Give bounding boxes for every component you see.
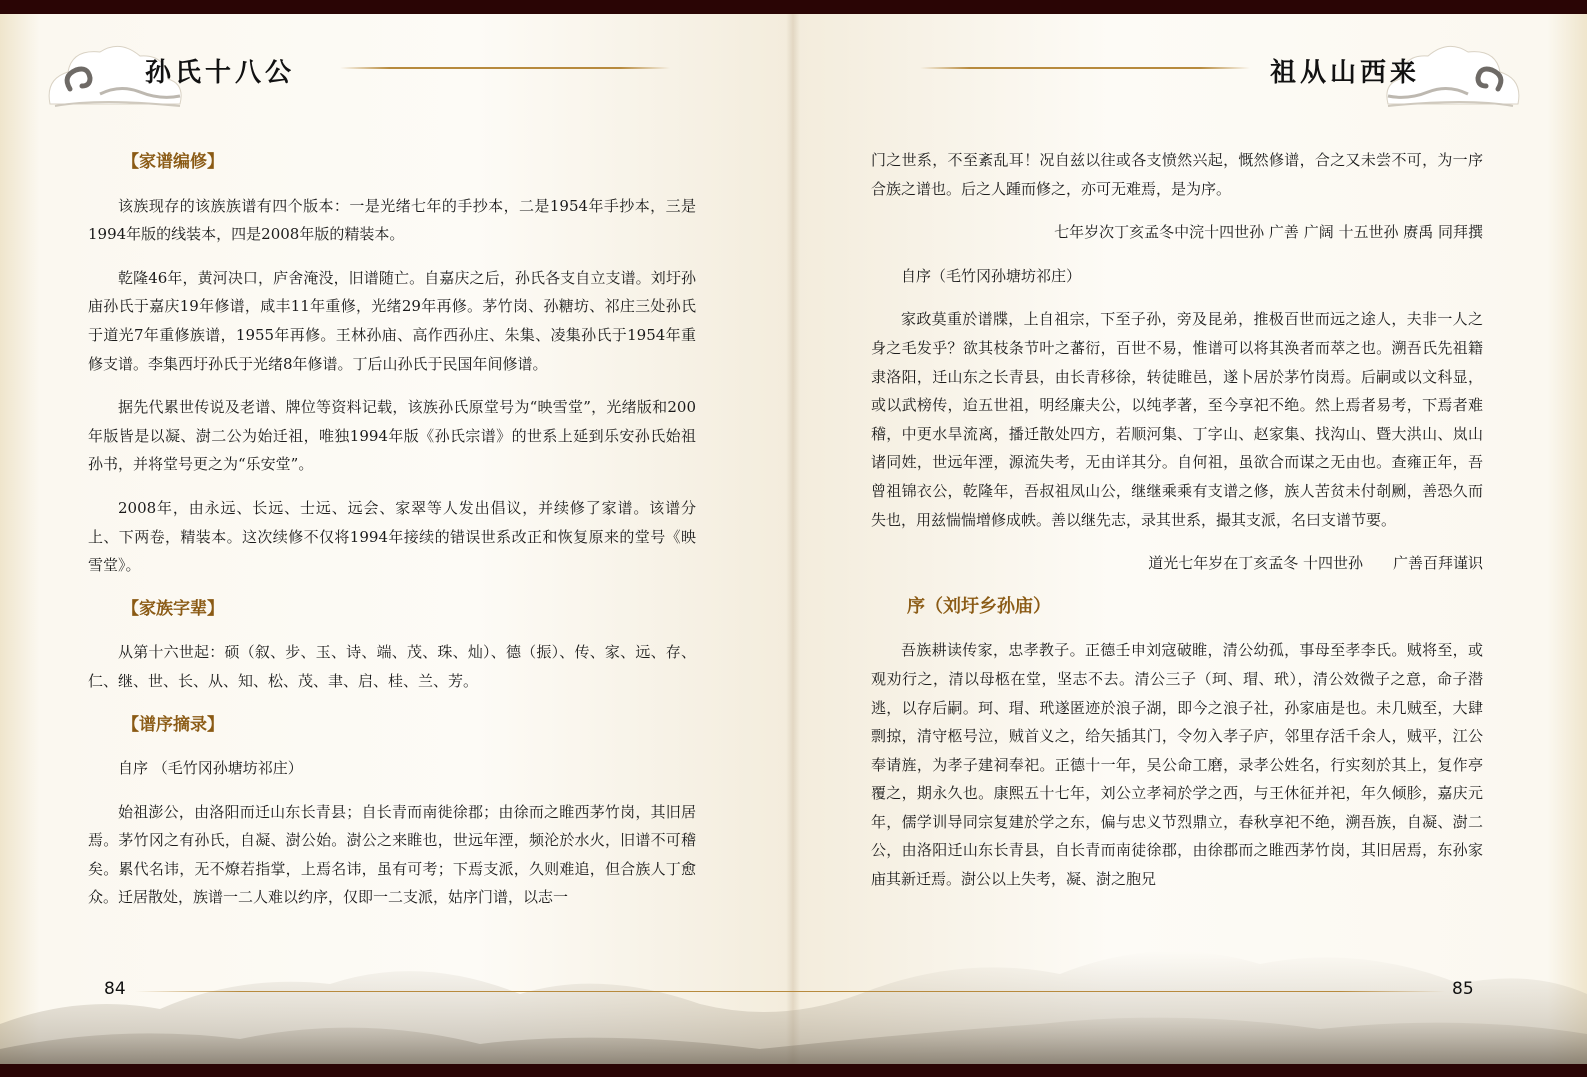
paragraph: 吾族耕读传家，忠孝教子。正德壬申刘寇破睢，清公幼孤，事母至孝李氏。贼将至，或观劝行之，清以母柩在堂，坚志不去。清公三子（珂、瑁、玳），清公效微子之意，命子潜逃，以存后嗣。珂、瑁、玳遂匿迹於浪子湖，即今之浪子社，孙家庙是也。未几贼至，大肆剽掠，清守柩号泣，贼首义之，给矢插其门，令勿入孝子庐，邻里存活千余人，贼平，江公奉请旌，为孝子建祠奉祀。正德十一年，吴公命工磨，录孝公姓名，行实刻於其上，复作亭覆之，期永久也。康熙五十七年，刘公立孝祠於学之西，与王休征并祀，年久倾胗，嘉庆元年，儒学训导同宗复建於学之东，偏与忠义节烈鼎立，春秋享祀不绝，溯吾族，自凝、澍二公，由洛阳迁山东长青县，自长青而南徒徐郡，由徐郡而之睢西茅竹岗，其旧居焉，东孙家庙其新迁焉。澍公以上失考，凝、澍之胞兄 xyxy=(871,641,1483,889)
paragraph: 2008年，由永远、长远、士远、远会、家翠等人发出倡议，并续修了家谱。该谱分上、下两卷，精装本。这次续修不仅将1994年接续的错误世系改正和恢复原来的堂号《映雪堂》。 xyxy=(88,498,696,575)
paragraph: 家政莫重於谱牒，上自祖宗，下至子孙，旁及昆弟，推极百世而远之途人，夫非一人之身之毛发乎？欲其枝条节叶之蕃衍，百世不易，惟谱可以将其涣者而萃之也。溯吾氏先祖籍隶洛阳，迁山东之长青县，由长青移徐，转徒睢邑，遂卜居於茅竹岗焉。后嗣或以文科显，或以武榜传，迨五世祖，明经廉夫公，以纯孝著，至今享祀不绝。然上焉者易考，下焉者难稽，中更水旱流离，播迁散处四方，若顺河集、丁字山、赵家集、找沟山、暨大洪山、岚山诸同姓，世远年湮，源流失考，无由详其分。自何祖，虽欲合而谋之无由也。查雍正年，吾曾祖锦衣公，乾隆年，吾叔祖凤山公，继继乘乘有支谱之修，族人苦贫未付剞劂，善恐久而失也，用兹惴惴增修成帙。善以继先志，录其世系，撮其支派，名曰支谱节要。 xyxy=(871,310,1483,529)
book-spread xyxy=(0,14,1587,1064)
bottom-dark-border xyxy=(0,1064,1587,1077)
signature-line: 道光七年岁在丁亥孟冬 十四世孙 广善百拜谨识 xyxy=(1148,554,1483,573)
page-number-left: 84 xyxy=(104,979,126,999)
paragraph: 门之世系，不至紊乱耳！况自兹以往或各支愤然兴起，慨然修谱，合之又未尝不可，为一序合族之谱也。后之人踵而修之，亦可无难焉，是为序。 xyxy=(871,151,1483,198)
right-text-column xyxy=(871,146,1483,894)
paragraph: 据先代累世传说及老谱、牌位等资料记载，该族孙氏原堂号为“映雪堂”，光绪版和200年版皆是以凝、澍二公为始迁祖，唯独1994年版《孙氏宗谱》的世系上延到乐安孙氏始祖孙书，并将堂号更之为“乐安堂”。 xyxy=(88,398,696,474)
paragraph: 始祖澎公，由洛阳而迁山东长青县；自长青而南徙徐郡；由徐而之睢西茅竹岗，其旧居焉。茅竹冈之有孙氏，自凝、澍公始。澍公之来睢也，世远年湮，频沦於水火，旧谱不可稽矣。累代名讳，无不燎若指掌，上焉名讳，虽有可考；下焉支派，久则难追，但合族人丁愈众。迁居散处，族谱一二人难以约序，仅即一二支派，姑序门谱，以志一 xyxy=(88,802,696,907)
section-heading: 【家族字辈】 xyxy=(122,598,224,619)
header-rule-left xyxy=(340,67,670,69)
paragraph: 乾隆46年，黄河决口，庐舍淹没，旧谱随亡。自嘉庆之后，孙氏各支自立支谱。刘圩孙庙孙氏于嘉庆19年修谱，咸丰11年重修，光绪29年再修。茅竹岗、孙糖坊、祁庄三处孙氏于道光7年重修族谱，1955年再修。王林孙庙、高作西孙庄、朱集、凌集孙氏于1954年重修支谱。李集西圩孙氏于光绪8年修谱。丁后山孙氏于民国年间修谱。 xyxy=(88,268,696,373)
left-text-column xyxy=(88,148,696,912)
paragraph: 该族现存的该族族谱有四个版本：一是光绪七年的手抄本，二是1954年手抄本，三是1994年版的线装本，四是2008年版的精装本。 xyxy=(88,196,696,244)
mountain-landscape-icon xyxy=(0,914,1587,1064)
section-heading: 序（刘圩乡孙庙） xyxy=(907,595,1051,617)
top-dark-border xyxy=(0,0,1587,14)
paragraph: 从第十六世起：硕（叙、步、玉、诗、端、茂、珠、灿）、德（振）、传、家、远、存、仁、继、世、长、从、知、松、茂、聿、启、桂、兰、芳。 xyxy=(88,643,696,690)
signature-line: 七年岁次丁亥孟冬中浣十四世孙 广善 广阔 十五世孙 赓禹 同拜撰 xyxy=(1054,223,1483,242)
page-number-right: 85 xyxy=(1452,979,1474,999)
preface-title: 自序 （毛竹冈孙塘坊祁庄） xyxy=(118,759,303,778)
running-title-left: 孙氏十八公 xyxy=(145,58,296,88)
book-gutter xyxy=(786,14,800,1064)
preface-title: 自序（毛竹冈孙塘坊祁庄） xyxy=(901,266,1082,285)
footer-rule xyxy=(135,991,1445,992)
section-heading: 【家谱编修】 xyxy=(122,152,224,172)
running-title-right: 祖从山西来 xyxy=(1270,58,1421,88)
section-heading: 【谱序摘录】 xyxy=(122,714,224,735)
header-rule-right xyxy=(920,67,1250,69)
